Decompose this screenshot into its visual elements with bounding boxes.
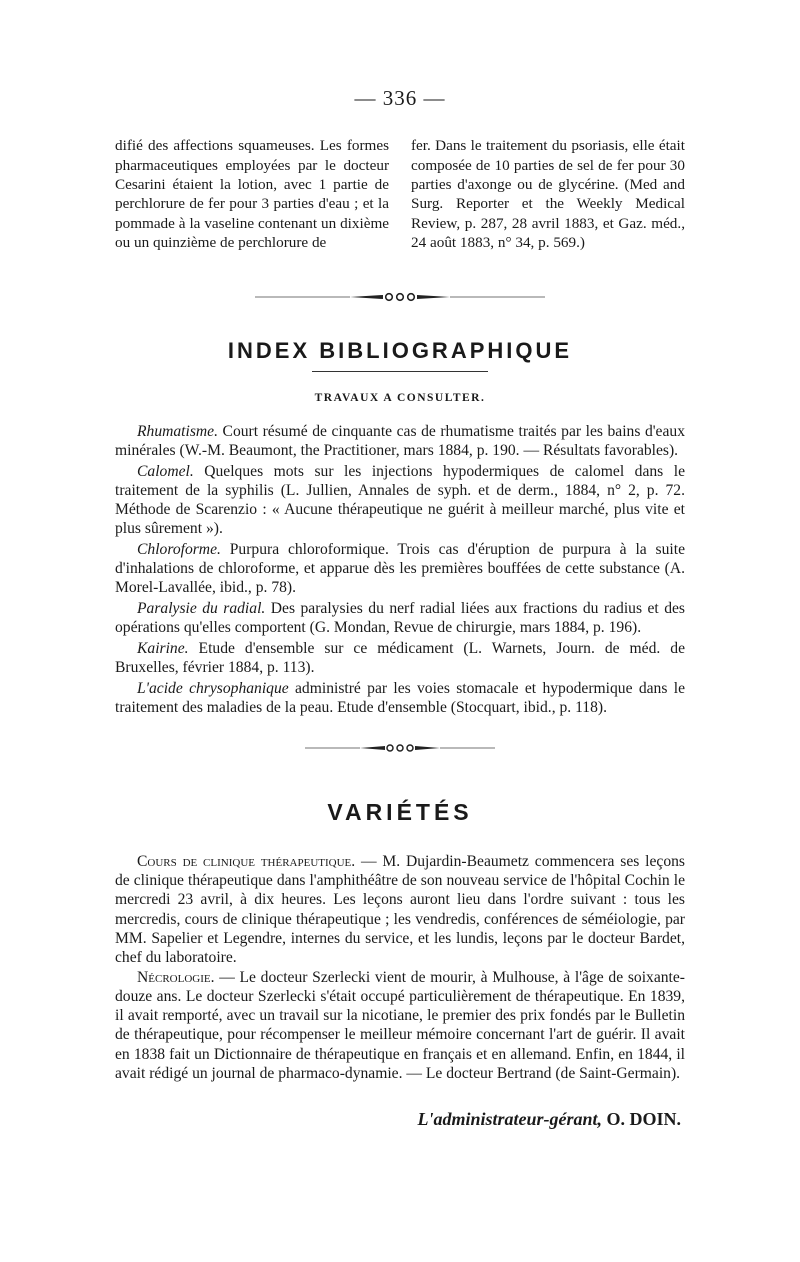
signature-title: L'administrateur-gérant,: [417, 1109, 602, 1130]
entry-text: Court résumé de cinquante cas de rhumatisme traités par les bains d'eaux minérales (W.-M. Beaumont, the Practitioner, mars 1884, p. 190. — Résultats favorables).: [115, 422, 685, 459]
cours-heading: Cours de clinique thérapeutique.: [137, 852, 356, 870]
necrologie-heading: Nécrologie.: [137, 968, 215, 986]
signature: [115, 1109, 685, 1130]
cours-paragraph: [115, 852, 685, 968]
page: [115, 86, 685, 1130]
entry-subject: Calomel.: [137, 462, 194, 480]
varietes-section: [115, 852, 685, 1084]
entry-text: Des paralysies du nerf radial liées aux fractions du radius et des opérations qu'elles comportent (G. Mondan, Revue de chirurgie, mars 1884, p. 196).: [115, 599, 686, 636]
necrologie-text: — Le docteur Szerlecki vient de mourir, à Mulhouse, à l'âge de soixante-douze ans. Le docteur Szerlecki s'était occupé particulièrement de thérapeutique. En 1839, il avait remporté, avec un travail sur la nicotiane, le premier des prix fondés par le Bulletin de thérapeutique, pour récompenser le meilleur mémoire concernant l'art de guérir. Il avait en 1838 fait un Dictionnaire de thérapeutique en français et en allemand. Enfin, en 1844, il avait rédigé un journal de pharmaco-dynamie. — Le docteur Bertrand (de Saint-Germain).: [115, 968, 685, 1083]
two-column-continuation: [115, 121, 685, 268]
index-subheading: TRAVAUX A CONSULTER.: [314, 391, 486, 404]
bibliography-entry: [115, 462, 685, 538]
ornament-divider: [115, 741, 685, 755]
entry-text: Purpura chloroformique. Trois cas d'éruption de purpura à la suite d'inhalations de chloroforme, et apparue dès les premières bouffées de cette substance (A. Morel-Lavallée, ibid., p. 78).: [115, 540, 685, 596]
entry-subject: L'acide chrysophanique: [137, 679, 289, 697]
entry-subject: Paralysie du radial.: [137, 599, 266, 617]
signature-name: O. DOIN.: [601, 1109, 681, 1130]
left-column-text: difié des affections squameuses. Les formes pharmaceutiques employées par le docteur Cesarini étaient la lotion, avec 1 partie de perchlorure de fer pour 3 parties d'eau ; et la pommade à la vaseline contenant un dixième ou un quinzième de perchlorure de: [115, 137, 389, 252]
entry-text: administré par les voies stomacale et hypodermique dans le traitement des maladies de la peau. Etude d'ensemble (Stocquart, ibid., p. 118).: [115, 679, 685, 716]
page-number: — 336 —: [354, 86, 446, 110]
varietes-heading: VARIÉTÉS: [327, 798, 473, 825]
bibliography-entry: [115, 422, 685, 460]
bibliography-entry: [115, 639, 685, 677]
cours-text: — M. Dujardin-Beaumetz commencera ses leçons de clinique thérapeutique dans l'amphithéâtre de son nouveau service de l'hôpital Cochin le mercredi 23 avril, à dix heures. Les leçons auront lieu dans l'ordre suivant : tous les mercredis, cours de clinique thérapeutique ; les vendredis, conférences de séméiologie, par MM. Sapelier et Legendre, internes du service, et les lundis, leçons par le docteur Bardet, chef du laboratoire.: [115, 852, 685, 967]
necrologie-paragraph: [115, 968, 685, 1084]
entry-subject: Rhumatisme.: [137, 422, 218, 440]
entry-subject: Kairine.: [137, 639, 189, 657]
entry-text: Etude d'ensemble sur ce médicament (L. Warnets, Journ. de méd. de Bruxelles, février 1884, p. 113).: [115, 639, 685, 676]
bibliography-list: [115, 422, 685, 717]
bibliography-entry: [115, 679, 685, 717]
bibliography-entry: [115, 599, 685, 637]
right-column-text: fer. Dans le traitement du psoriasis, elle était composée de 10 parties de sel de fer pour 30 parties d'axonge ou de glycérine. (Med and Surg. Reporter et the Weekly Medical Review, p. 287, 28 avril 1883, et Gaz. méd., 24 août 1883, n° 34, p. 569.): [411, 137, 685, 252]
ornament-divider-icon: [255, 292, 545, 302]
ornament-divider: [115, 290, 685, 304]
ornament-divider-icon: [305, 743, 495, 753]
heading-rule: [312, 371, 488, 372]
index-heading: INDEX BIBLIOGRAPHIQUE: [227, 337, 573, 363]
bibliography-entry: [115, 540, 685, 597]
entry-subject: Chloroforme.: [137, 540, 221, 558]
entry-text: Quelques mots sur les injections hypodermiques de calomel dans le traitement de la syphilis (L. Jullien, Annales de syph. et de derm., 1884, n° 2, p. 72. Méthode de Scarenzio : « Aucune thérapeutique ne guérit à meilleur marché, plus vite et plus sûrement »).: [115, 462, 685, 537]
